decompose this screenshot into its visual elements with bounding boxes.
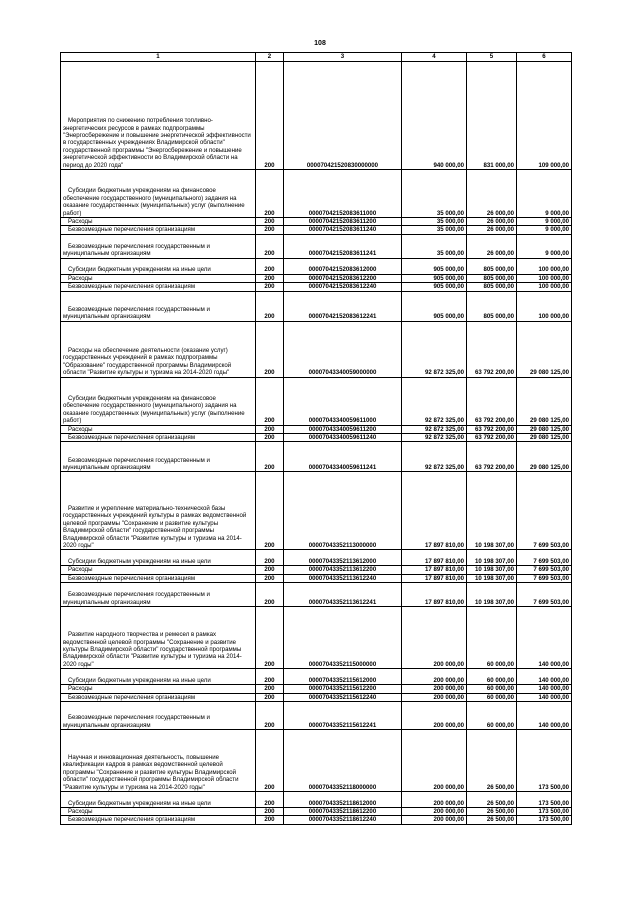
row-value4-cell: 905 000,00 [402,258,467,274]
row-value5-cell: 60 000,00 [467,669,517,685]
row-value5-cell: 63 792 200,00 [467,434,517,442]
row-code-cell: 00007043352118000000 [284,730,402,792]
row-name-cell: Расходы [61,218,256,226]
row-col2-cell: 200 [256,434,284,442]
row-value4-cell: 200 000,00 [402,693,467,701]
row-value6-cell: 100 000,00 [517,283,572,291]
header-row [61,53,572,62]
table-row [61,274,572,282]
row-name-cell: Расходы [61,685,256,693]
row-name-cell: Расходы на обеспечение деятельности (оказание услуг) государственных учреждений в рамках подпрограммы "Образование" государственной программы Владимирской области "Развитие культуры и туризма на 2014-2020 годы" [61,321,256,377]
row-value6-cell: 100 000,00 [517,274,572,282]
row-name-cell: Расходы [61,808,256,816]
row-value5-cell: 805 000,00 [467,274,517,282]
row-value6-cell: 9 000,00 [517,218,572,226]
row-value4-cell: 92 872 325,00 [402,434,467,442]
budget-table [60,52,572,825]
table-row [61,283,572,291]
row-value4-cell: 17 897 810,00 [402,550,467,566]
table-row [61,693,572,701]
table-row [61,607,572,669]
row-col2-cell: 200 [256,566,284,574]
row-col2-cell: 200 [256,234,284,258]
row-value6-cell: 100 000,00 [517,258,572,274]
row-value5-cell: 10 198 307,00 [467,566,517,574]
row-code-cell: 00007043340059611000 [284,377,402,425]
row-value6-cell: 100 000,00 [517,291,572,321]
row-value4-cell: 200 000,00 [402,607,467,669]
table-row [61,685,572,693]
row-code-cell: 00007043352113000000 [284,472,402,550]
row-value4-cell: 35 000,00 [402,226,467,234]
table-row [61,574,572,582]
row-col2-cell: 200 [256,574,284,582]
row-col2-cell: 200 [256,693,284,701]
row-value5-cell: 60 000,00 [467,607,517,669]
row-value4-cell: 35 000,00 [402,170,467,218]
row-name-cell: Расходы [61,274,256,282]
row-col2-cell: 200 [256,685,284,693]
row-value6-cell: 7 699 503,00 [517,472,572,550]
row-code-cell: 000070421520830000000 [284,62,402,170]
header-cell: 5 [467,53,517,62]
row-code-cell: 00007043352118612000 [284,792,402,808]
row-name-cell: Безвозмездные перечисления организациям [61,574,256,582]
row-col2-cell: 200 [256,583,284,607]
row-name-cell: Субсидии бюджетным учреждениям на иные цели [61,792,256,808]
row-name-cell: Безвозмездные перечисления государственным и муниципальным организациям [61,442,256,472]
table-row [61,226,572,234]
row-code-cell: 00007043352113612240 [284,574,402,582]
row-name-cell: Мероприятия по снижению потребления топливно-энергетических ресурсов в рамках подпрограммы "Энергосбережение и повышение энергетической эффективности в государственных учреждениях Владимирской области" государственной программы "Энергосбережение и повышение энергетической эффективности во Владимирской области на период до 2020 года" [61,62,256,170]
row-value6-cell: 140 000,00 [517,702,572,730]
row-value5-cell: 26 000,00 [467,218,517,226]
row-value5-cell: 26 000,00 [467,170,517,218]
row-value5-cell: 60 000,00 [467,693,517,701]
row-value4-cell: 92 872 325,00 [402,321,467,377]
row-value6-cell: 9 000,00 [517,226,572,234]
table-row [61,583,572,607]
row-name-cell: Субсидии бюджетным учреждениям на финансовое обеспечение государственного (муниципального) задания на оказание государственных (муниципальных) услуг (выполнение работ) [61,170,256,218]
row-value6-cell: 7 699 503,00 [517,583,572,607]
row-value4-cell: 905 000,00 [402,291,467,321]
row-value5-cell: 10 198 307,00 [467,550,517,566]
row-value6-cell: 29 080 125,00 [517,321,572,377]
row-value4-cell: 200 000,00 [402,702,467,730]
row-code-cell: 00007043352115612241 [284,702,402,730]
row-code-cell: 00007042152083612200 [284,274,402,282]
row-name-cell: Развитие народного творчества и ремесел в рамках ведомственной целевой программы "Сохранение и развитие культуры Владимирской области" государственной программы Владимирской области "Развитие культуры и туризма на 2014-2020 годы" [61,607,256,669]
row-col2-cell: 200 [256,808,284,816]
row-col2-cell: 200 [256,442,284,472]
row-name-cell: Безвозмездные перечисления организациям [61,816,256,824]
row-value4-cell: 35 000,00 [402,234,467,258]
row-value4-cell: 92 872 325,00 [402,377,467,425]
row-value4-cell: 35 000,00 [402,218,467,226]
row-value6-cell: 7 699 503,00 [517,550,572,566]
row-value6-cell: 140 000,00 [517,685,572,693]
row-value5-cell: 63 792 200,00 [467,321,517,377]
row-col2-cell: 200 [256,258,284,274]
row-col2-cell: 200 [256,218,284,226]
table-row [61,702,572,730]
row-value5-cell: 831 000,00 [467,62,517,170]
row-name-cell: Научная и инновационная деятельность, повышение квалификации кадров в рамках ведомственной целевой программы "Сохранение и развитие культуры Владимирской области" государственной программы Владимирской области "Развитие культуры и туризма на 2014-2020 годы" [61,730,256,792]
row-code-cell: 00007042152083612241 [284,291,402,321]
row-value5-cell: 26 500,00 [467,816,517,824]
row-name-cell: Безвозмездные перечисления организациям [61,283,256,291]
row-name-cell: Безвозмездные перечисления организациям [61,434,256,442]
row-value4-cell: 905 000,00 [402,274,467,282]
table-row [61,730,572,792]
row-code-cell: 00007042152083611240 [284,226,402,234]
row-value6-cell: 140 000,00 [517,693,572,701]
table-row [61,566,572,574]
row-col2-cell: 200 [256,550,284,566]
row-name-cell: Субсидии бюджетным учреждениям на иные цели [61,550,256,566]
row-col2-cell: 200 [256,170,284,218]
table-row [61,550,572,566]
row-value6-cell: 140 000,00 [517,669,572,685]
row-code-cell: 00007043352113612000 [284,550,402,566]
row-value5-cell: 805 000,00 [467,258,517,274]
row-col2-cell: 200 [256,425,284,433]
table-row [61,234,572,258]
table-row [61,792,572,808]
row-value5-cell: 805 000,00 [467,291,517,321]
row-col2-cell: 200 [256,607,284,669]
row-value4-cell: 17 897 810,00 [402,566,467,574]
row-value4-cell: 905 000,00 [402,283,467,291]
row-value5-cell: 10 198 307,00 [467,574,517,582]
header-cell: 1 [61,53,256,62]
table-row [61,218,572,226]
table-row [61,321,572,377]
table-row [61,377,572,425]
row-value4-cell: 92 872 325,00 [402,442,467,472]
row-value6-cell: 7 699 503,00 [517,566,572,574]
row-value5-cell: 26 500,00 [467,792,517,808]
row-value5-cell: 60 000,00 [467,702,517,730]
row-code-cell: 00007043340059611241 [284,442,402,472]
row-col2-cell: 200 [256,669,284,685]
table-row [61,442,572,472]
row-col2-cell: 200 [256,816,284,824]
row-code-cell: 00007043352115612000 [284,669,402,685]
page-number: 108 [314,40,326,47]
row-code-cell: 00007043352113612241 [284,583,402,607]
row-code-cell: 00007043352118612200 [284,808,402,816]
row-value6-cell: 29 080 125,00 [517,442,572,472]
table-row [61,669,572,685]
table-row [61,808,572,816]
row-name-cell: Субсидии бюджетным учреждениям на иные цели [61,258,256,274]
row-col2-cell: 200 [256,702,284,730]
row-code-cell: 00007042152083612240 [284,283,402,291]
row-code-cell: 00007042152083611000 [284,170,402,218]
row-value5-cell: 10 198 307,00 [467,583,517,607]
row-name-cell: Субсидии бюджетным учреждениям на финансовое обеспечение государственного (муниципального) задания на оказание государственных (муниципальных) услуг (выполнение работ) [61,377,256,425]
row-value6-cell: 29 080 125,00 [517,434,572,442]
table-row [61,170,572,218]
row-value5-cell: 26 500,00 [467,730,517,792]
row-value5-cell: 10 198 307,00 [467,472,517,550]
row-col2-cell: 200 [256,377,284,425]
row-value4-cell: 200 000,00 [402,730,467,792]
row-name-cell: Расходы [61,425,256,433]
row-code-cell: 00007043352113612200 [284,566,402,574]
table-row [61,434,572,442]
row-col2-cell: 200 [256,283,284,291]
row-col2-cell: 200 [256,321,284,377]
row-code-cell: 00007043340059611240 [284,434,402,442]
row-code-cell: 00007043340059000000 [284,321,402,377]
row-value6-cell: 140 000,00 [517,607,572,669]
row-value6-cell: 173 500,00 [517,816,572,824]
row-value6-cell: 173 500,00 [517,792,572,808]
row-col2-cell: 200 [256,274,284,282]
row-name-cell: Безвозмездные перечисления государственным и муниципальным организациям [61,291,256,321]
row-code-cell: 00007043352115612240 [284,693,402,701]
row-col2-cell: 200 [256,62,284,170]
row-value4-cell: 200 000,00 [402,808,467,816]
table-row [61,291,572,321]
row-value4-cell: 17 897 810,00 [402,583,467,607]
row-value4-cell: 17 897 810,00 [402,472,467,550]
row-name-cell: Безвозмездные перечисления государственным и муниципальным организациям [61,583,256,607]
row-value5-cell: 63 792 200,00 [467,442,517,472]
row-col2-cell: 200 [256,792,284,808]
table-row [61,425,572,433]
header-cell: 3 [284,53,402,62]
table-row [61,472,572,550]
row-code-cell: 00007043352115000000 [284,607,402,669]
row-value5-cell: 805 000,00 [467,283,517,291]
row-value5-cell: 26 000,00 [467,234,517,258]
row-value5-cell: 26 000,00 [467,226,517,234]
row-name-cell: Безвозмездные перечисления государственным и муниципальным организациям [61,234,256,258]
row-name-cell: Расходы [61,566,256,574]
row-value6-cell: 9 000,00 [517,170,572,218]
row-value4-cell: 200 000,00 [402,816,467,824]
row-value6-cell: 7 699 503,00 [517,574,572,582]
row-name-cell: Безвозмездные перечисления организациям [61,226,256,234]
row-value4-cell: 17 897 810,00 [402,574,467,582]
table-row [61,62,572,170]
row-code-cell: 00007042152083612000 [284,258,402,274]
row-value4-cell: 92 872 325,00 [402,425,467,433]
row-value6-cell: 29 080 125,00 [517,425,572,433]
table-row [61,258,572,274]
row-value6-cell: 9 000,00 [517,234,572,258]
row-col2-cell: 200 [256,472,284,550]
header-cell: 4 [402,53,467,62]
row-code-cell: 00007042152083611241 [284,234,402,258]
row-name-cell: Безвозмездные перечисления государственным и муниципальным организациям [61,702,256,730]
row-value6-cell: 173 500,00 [517,808,572,816]
row-value5-cell: 63 792 200,00 [467,377,517,425]
row-value6-cell: 109 000,00 [517,62,572,170]
row-value5-cell: 60 000,00 [467,685,517,693]
header-cell: 2 [256,53,284,62]
row-value5-cell: 63 792 200,00 [467,425,517,433]
row-name-cell: Безвозмездные перечисления организациям [61,693,256,701]
row-col2-cell: 200 [256,226,284,234]
row-code-cell: 00007042152083611200 [284,218,402,226]
row-code-cell: 00007043352118612240 [284,816,402,824]
row-value4-cell: 200 000,00 [402,685,467,693]
table-row [61,816,572,824]
row-code-cell: 00007043340059611200 [284,425,402,433]
row-value4-cell: 200 000,00 [402,669,467,685]
row-col2-cell: 200 [256,730,284,792]
row-code-cell: 00007043352115612200 [284,685,402,693]
row-name-cell: Развитие и укрепление материально-технической базы государственных учреждений культуры в рамках ведомственной целевой программы "Сохранение и развитие культуры Владимирской области" государственной программы Владимирской области "Развитие культуры и туризма на 2014-2020 годы" [61,472,256,550]
row-value4-cell: 940 000,00 [402,62,467,170]
header-cell: 6 [517,53,572,62]
row-value4-cell: 200 000,00 [402,792,467,808]
row-col2-cell: 200 [256,291,284,321]
row-value5-cell: 26 500,00 [467,808,517,816]
row-value6-cell: 29 080 125,00 [517,377,572,425]
row-value6-cell: 173 500,00 [517,730,572,792]
row-name-cell: Субсидии бюджетным учреждениям на иные цели [61,669,256,685]
